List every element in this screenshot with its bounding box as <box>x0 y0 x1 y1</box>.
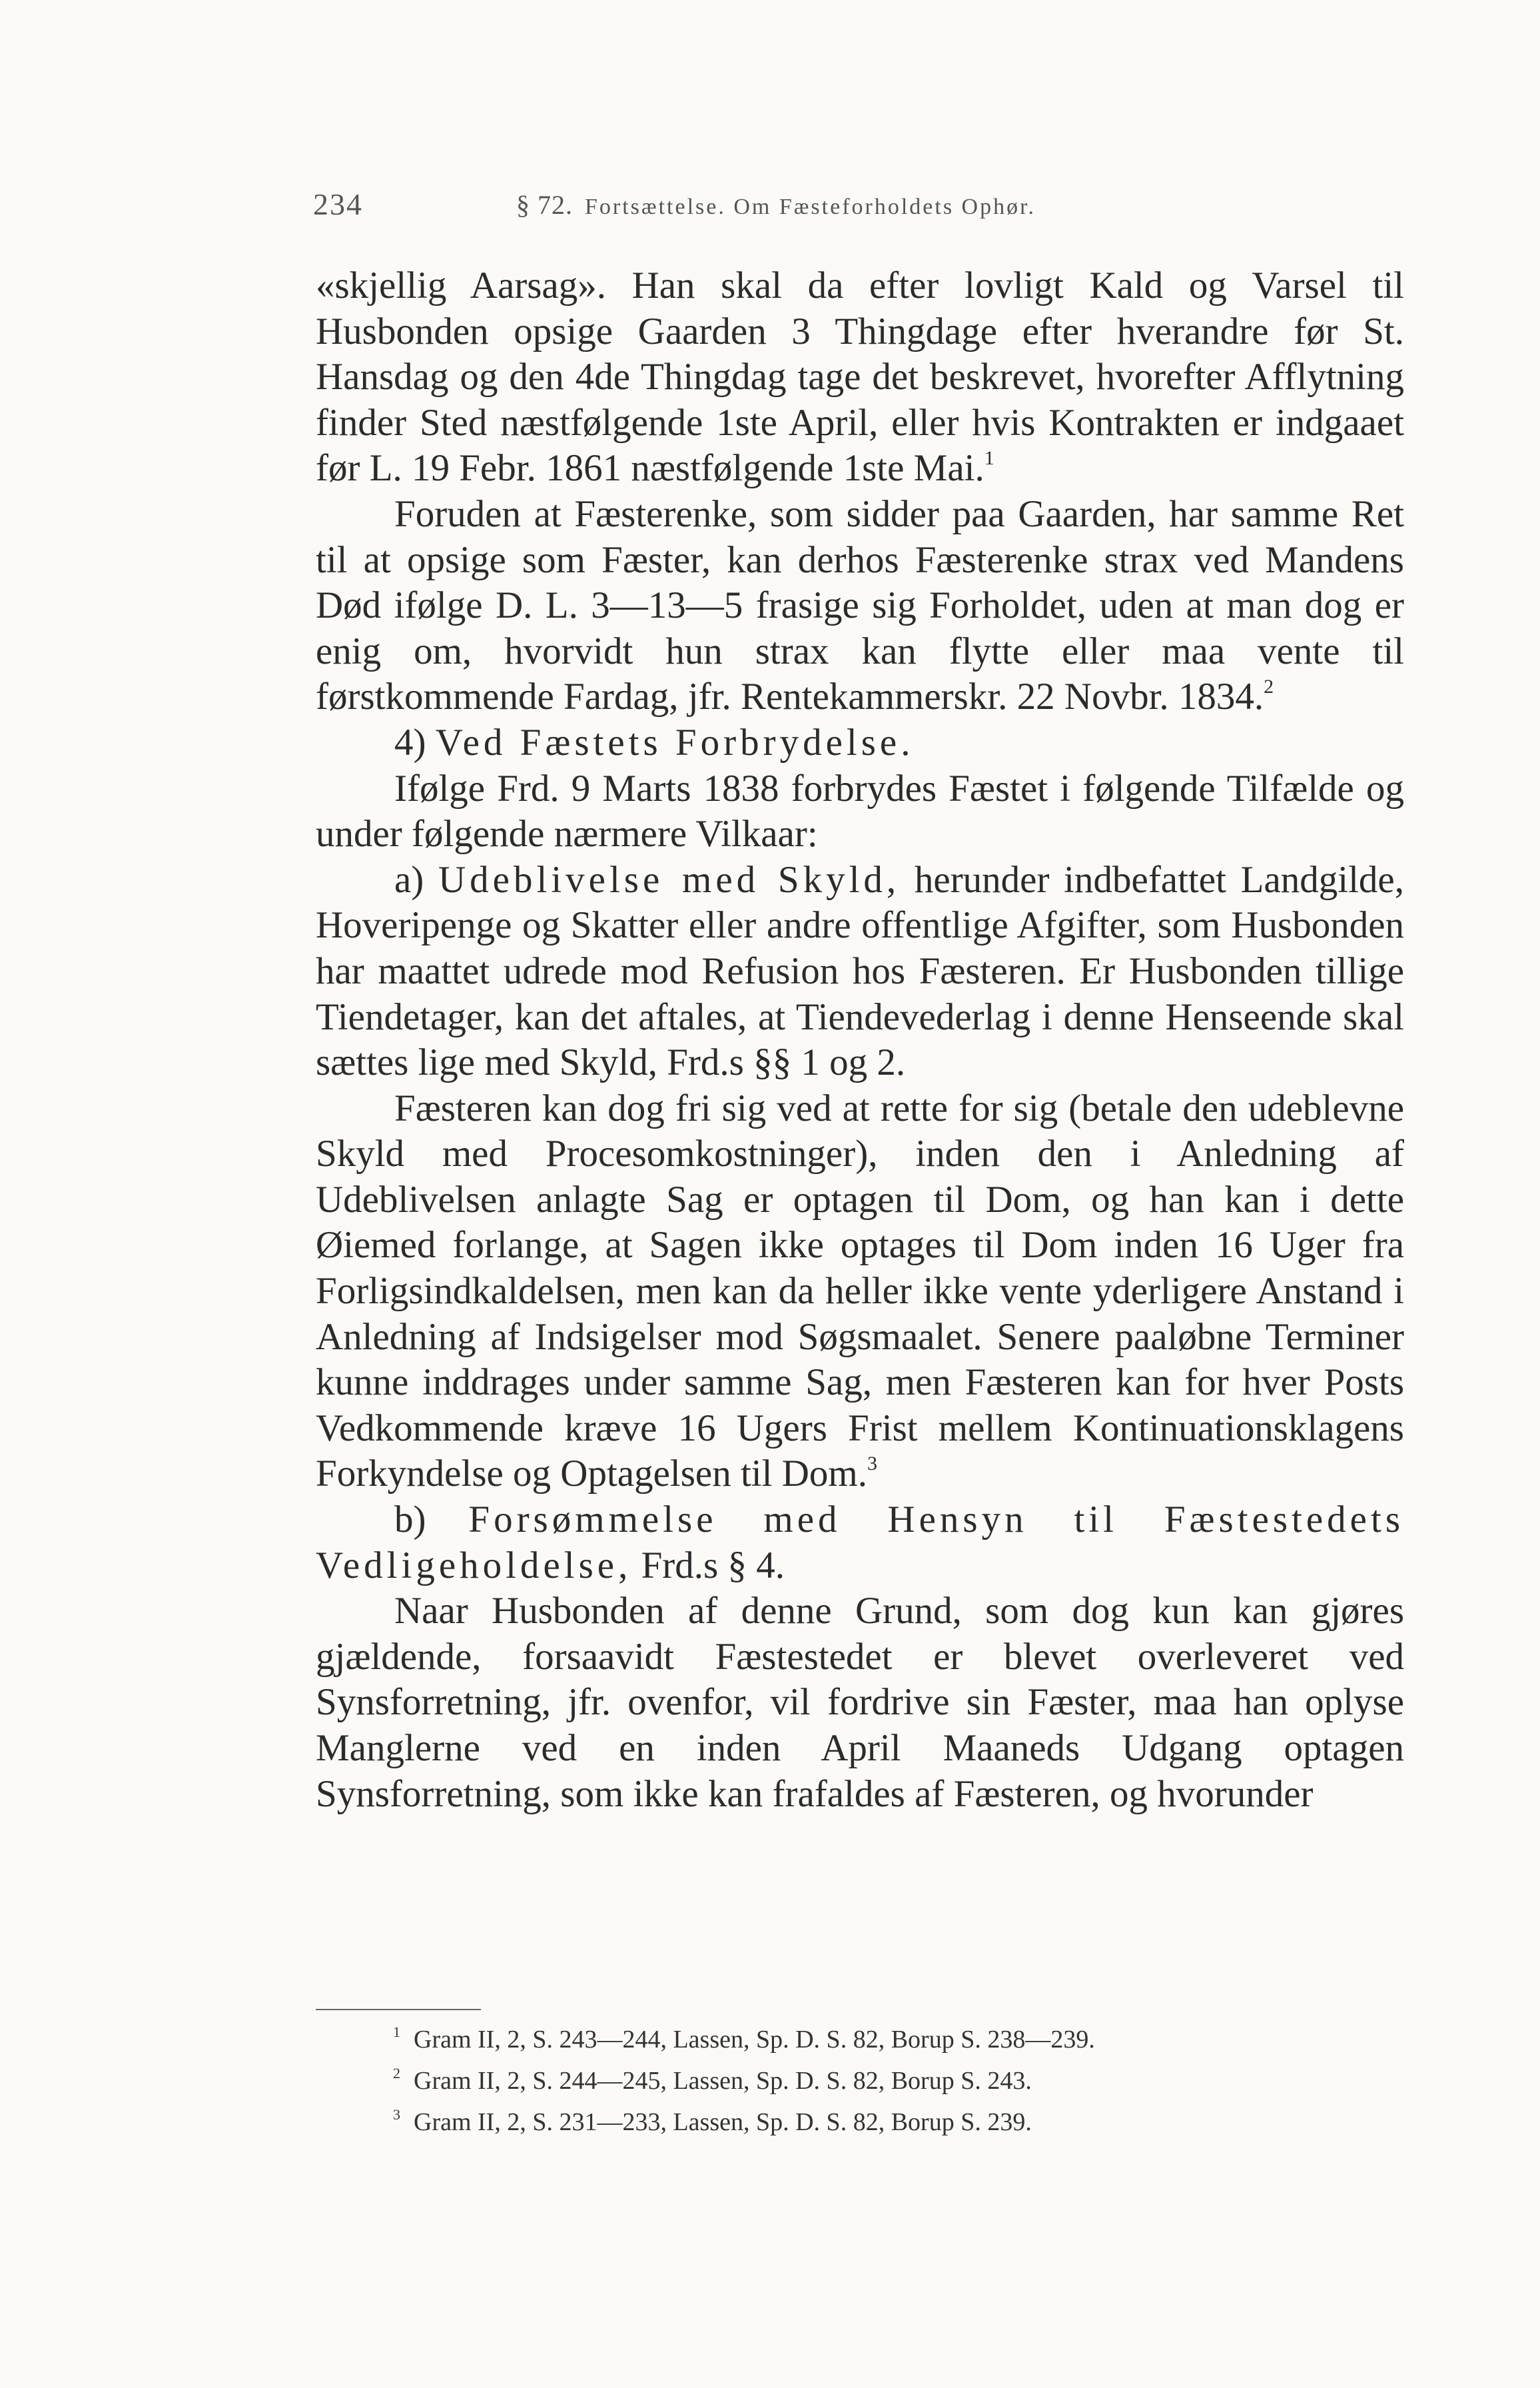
note-mark-3: 3 <box>867 1453 877 1475</box>
paragraph-2: Foruden at Fæsterenke, som sidder paa Gaarden, har samme Ret til at opsige som Fæster, kan derhos Fæsterenke strax ved Mandens Død ifølge D. L. 3—13—5 frasige sig Forholdet, uden at man dog er enig om, hvorvidt hun strax kan flytte eller maa vente til førstkommende Fardag, jfr. Rentekammerskr. 22 Novbr. 1834.$^2$ <box>316 492 1404 718</box>
footnote-1: $^1$ Gram II, 2, S. 243—244, Lassen, Sp. D. S. 82, Borup S. 238—239. <box>393 2024 1095 2054</box>
footnote-divider <box>316 2009 481 2010</box>
item-a-text: herunder indbefattet Landgilde, Hoveripenge og Skatter eller andre offentlige Afgifter, som Husbonden har maattet udrede mod Refusion hos Fæsteren. Er Husbonden tillige Tiendetager, kan det aftales, at Tiendevederlag i denne Henseende skal sættes lige med Skyld, Frd.s §§ 1 og 2. <box>316 858 1404 1084</box>
section-heading-4 <box>316 720 1404 766</box>
paragraph-5: Naar Husbonden af denne Grund, som dog kun kan gjøres gjældende, forsaavidt Fæstestedet er blevet overleveret ved Synsforretning, jfr. ovenfor, vil fordrive sin Fæster, maa han oplyse Manglerne ved en inden April Maaneds Udgang optagen Synsforretning, som ikke kan frafaldes af Fæsteren, og hvorunder <box>316 1590 1404 1815</box>
running-title-text: Fortsættelse. Om Fæsteforholdets Ophør. <box>585 195 1036 219</box>
item-a-marker: a) <box>394 858 424 901</box>
body-text <box>316 263 1404 1817</box>
item-b-marker: b) <box>394 1498 426 1541</box>
paragraph-1: «skjellig Aarsag». Han skal da efter lovligt Kald og Varsel til Husbonden opsige Gaarden 3 Thingdage efter hverandre før St. Hansdag og den 4de Thingdag tage det beskrevet, hvorefter Afflytning finder Sted næstfølgende 1ste April, eller hvis Kontrakten er indgaaet før L. 19 Febr. 1861 næstfølgende 1ste Mai.$^1$ <box>316 265 1404 490</box>
footnote-2: $^2$ Gram II, 2, S. 244—245, Lassen, Sp. D. S. 82, Borup S. 243. <box>393 2065 1032 2095</box>
running-title <box>516 189 1036 221</box>
page-header <box>313 187 1292 233</box>
item-b <box>316 1497 1404 1588</box>
item-a-title: Udeblivelse med Skyld, <box>438 858 901 901</box>
footnote-3: $^3$ Gram II, 2, S. 231—233, Lassen, Sp. D. S. 82, Borup S. 239. <box>393 2106 1032 2136</box>
note-mark-2: 2 <box>1264 676 1274 698</box>
note-mark-1: 1 <box>984 447 994 470</box>
footnotes <box>393 2019 1392 2143</box>
item-a <box>316 858 1404 1086</box>
paragraph-3: Ifølge Frd. 9 Marts 1838 forbrydes Fæstet i følgende Tilfælde og under følgende nærmere Vilkaar: <box>316 767 1404 856</box>
section-heading-title: Ved Fæstets Forbrydelse. <box>435 721 915 764</box>
item-b-ref: Frd.s § 4. <box>641 1544 785 1586</box>
section-number: § 72. <box>516 190 573 220</box>
section-heading-marker: 4) <box>394 721 426 764</box>
paragraph-4: Fæsteren kan dog fri sig ved at rette for sig (betale den udeblevne Skyld med Procesomkostninger), inden den i Anledning af Udeblivelsen anlagte Sag er optagen til Dom, og han kan i dette Øiemed forlange, at Sagen ikke optages til Dom inden 16 Uger fra Forligsindkaldelsen, men kan da heller ikke vente yderligere Anstand i Anledning af Indsigelser mod Søgsmaalet. Senere paaløbne Terminer kunne inddrages under samme Sag, men Fæsteren kan for hver Posts Vedkommende kræve 16 Ugers Frist mellem Kontinuationsklagens Forkyndelse og Optagelsen til Dom.$^3$ <box>316 1087 1404 1495</box>
page-number: 234 <box>313 187 363 221</box>
item-b-title: Forsømmelse med Hensyn til Fæstestedets Vedligeholdelse, <box>316 1498 1405 1586</box>
